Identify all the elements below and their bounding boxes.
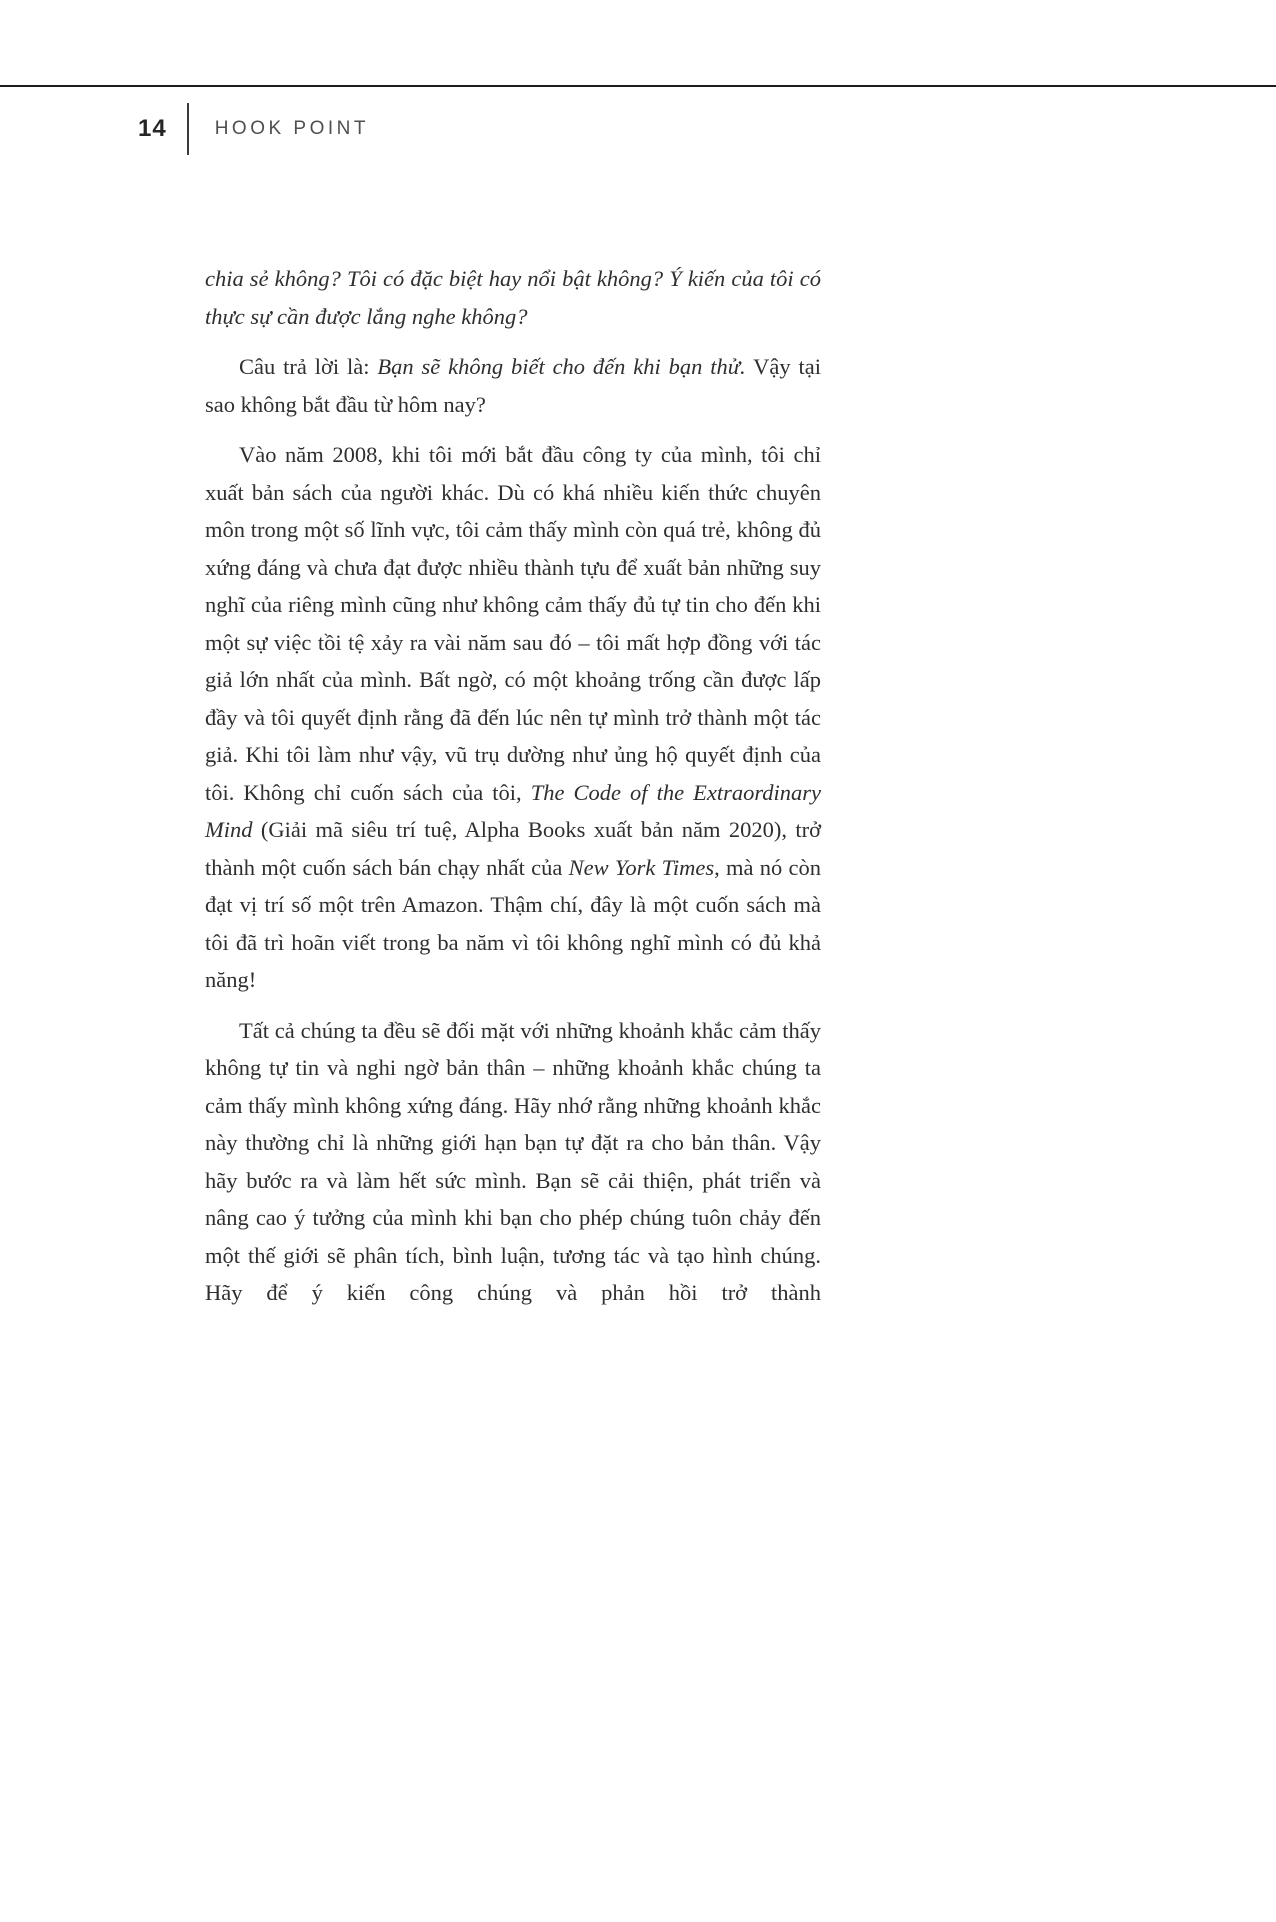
text-segment: Tất cả chúng ta đều sẽ đối mặt với những khoảnh khắc cảm thấy không tự tin và nghi ngờ bản thân – những khoảnh khắc chúng ta cảm thấy mình không xứng đáng. Hãy nhớ rằng những khoảnh khắc này thường chỉ là những giới hạn bạn tự đặt ra cho bản thân. Vậy hãy bước ra và làm hết sức mình. Bạn sẽ cải thiện, phát triển và nâng cao ý tưởng của mình khi bạn cho phép chúng tuôn chảy đến một thế giới sẽ phân tích, bình luận, tương tác và tạo hình chúng. Hãy để ý kiến công chúng và phản hồi trở thành bbox=[205, 1017, 821, 1305]
text-segment: , mà nó còn đạt vị trí số một trên Amazon. Thậm chí, đây là một cuốn sách mà tôi đã trì hoãn viết trong ba năm vì tôi không nghĩ mình có đủ khả năng! bbox=[205, 854, 821, 992]
italic-segment: chia sẻ không? Tôi có đặc biệt hay nổi bật không? Ý kiến của tôi có thực sự cần được lắng nghe không? bbox=[205, 266, 821, 329]
italic-book-title-segment: The Code of the Extraordinary Mind bbox=[205, 779, 821, 842]
text-segment: (Giải mã siêu trí tuệ, Alpha Books xuất bản năm 2020), trở thành một cuốn sách bán chạy nhất của bbox=[205, 817, 821, 880]
text-segment: Vậy tại sao không bắt đầu từ hôm nay? bbox=[205, 354, 821, 417]
top-rule bbox=[0, 85, 1276, 87]
paragraph-answer bbox=[205, 348, 821, 423]
header-divider bbox=[187, 103, 189, 155]
paragraph-continuation bbox=[205, 260, 821, 335]
italic-segment: Bạn sẽ không biết cho đến khi bạn thử. bbox=[377, 354, 746, 379]
page-number: 14 bbox=[138, 115, 167, 142]
paragraph-story-2008 bbox=[205, 436, 821, 999]
paragraph-self-doubt bbox=[205, 1012, 821, 1312]
page-header bbox=[138, 103, 369, 155]
page-content bbox=[205, 260, 821, 1325]
text-segment: Câu trả lời là: bbox=[239, 354, 378, 379]
text-segment: Vào năm 2008, khi tôi mới bắt đầu công ty của mình, tôi chỉ xuất bản sách của người khác. Dù có khá nhiều kiến thức chuyên môn trong một số lĩnh vực, tôi cảm thấy mình còn quá trẻ, không đủ xứng đáng và chưa đạt được nhiều thành tựu để xuất bản những suy nghĩ của riêng mình cũng như không cảm thấy đủ tự tin cho đến khi một sự việc tồi tệ xảy ra vài năm sau đó – tôi mất hợp đồng với tác giả lớn nhất của mình. Bất ngờ, có một khoảng trống cần được lấp đầy và tôi quyết định rằng đã đến lúc nên tự mình trở thành một tác giả. Khi tôi làm như vậy, vũ trụ dường như ủng hộ quyết định của tôi. Không chỉ cuốn sách của tôi, bbox=[205, 442, 821, 805]
running-book-title: HOOK POINT bbox=[214, 118, 369, 139]
italic-publication-segment: New York Times bbox=[568, 854, 715, 880]
